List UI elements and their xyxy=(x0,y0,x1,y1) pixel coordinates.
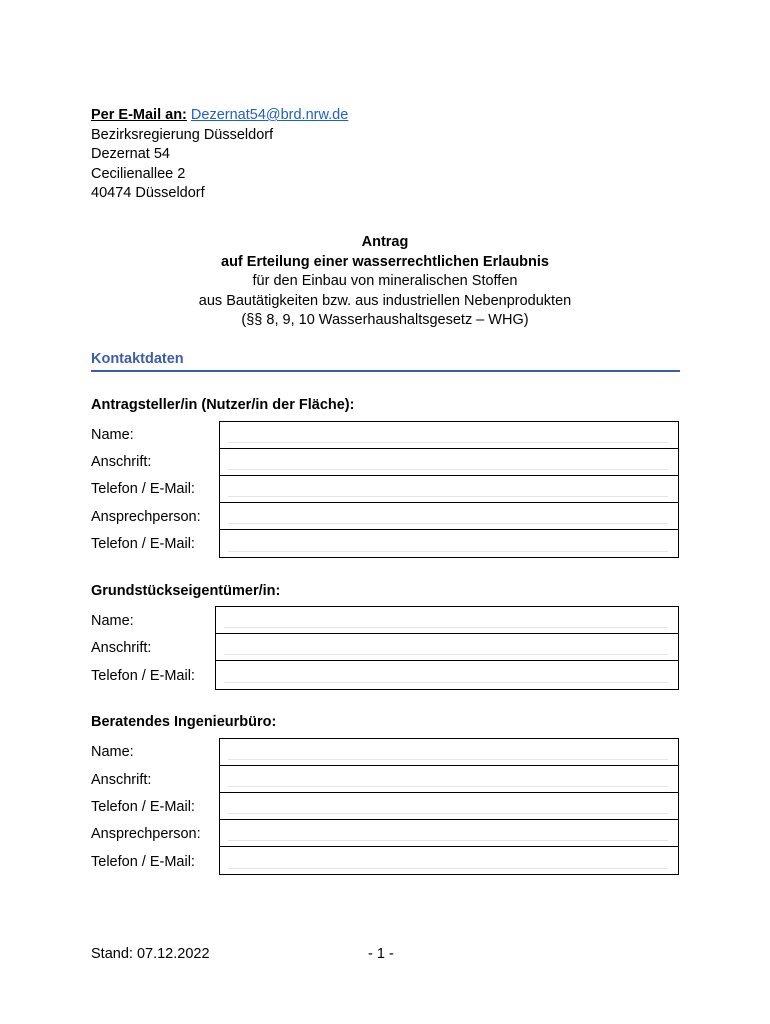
field-label: Ansprechperson: xyxy=(91,826,201,842)
group-title-eigentuemer: Grundstückseigentümer/in: xyxy=(91,583,281,599)
group-title-antragsteller: Antragsteller/in (Nutzer/in der Fläche): xyxy=(91,397,355,413)
section-heading-kontaktdaten: Kontaktdaten xyxy=(91,351,680,372)
antragsteller-field-box xyxy=(219,421,679,558)
address-line-3: Cecilienallee 2 xyxy=(91,165,186,182)
title-line-3: (§§ 8, 9, 10 Wasserhaushaltsgesetz – WHG) xyxy=(241,312,529,328)
field-label: Name: xyxy=(91,427,134,443)
ingenieurbuero-anschrift-field[interactable] xyxy=(220,766,678,793)
ingenieurbuero-kontakt-field[interactable] xyxy=(220,793,678,820)
email-label: Per E-Mail an: xyxy=(91,107,187,123)
footer-stand: Stand: 07.12.2022 xyxy=(91,946,210,962)
field-label: Ansprechperson: xyxy=(91,509,201,525)
field-label: Telefon / E-Mail: xyxy=(91,854,195,870)
address-line-2: Dezernat 54 xyxy=(91,146,170,162)
antragsteller-name-field[interactable] xyxy=(220,422,678,449)
footer-page-number: - 1 - xyxy=(368,946,394,962)
antragsteller-ansprechperson-field[interactable] xyxy=(220,503,678,530)
ingenieurbuero-name-field[interactable] xyxy=(220,739,678,766)
field-label: Telefon / E-Mail: xyxy=(91,536,195,552)
address-line-4: 40474 Düsseldorf xyxy=(91,185,205,201)
address-line-1: Bezirksregierung Düsseldorf xyxy=(91,126,274,143)
field-label: Telefon / E-Mail: xyxy=(91,481,195,497)
title-line-2: aus Bautätigkeiten bzw. aus industriellen Nebenprodukten xyxy=(198,292,572,309)
group-title-ingenieurbuero: Beratendes Ingenieurbüro: xyxy=(91,714,277,730)
ingenieurbuero-ansprechperson-kontakt-field[interactable] xyxy=(220,847,678,874)
antragsteller-anschrift-field[interactable] xyxy=(220,449,678,476)
field-label: Anschrift: xyxy=(91,640,152,656)
field-label: Name: xyxy=(91,613,134,629)
ingenieurbuero-field-box xyxy=(219,738,679,875)
recipient-address xyxy=(91,106,348,204)
document-title xyxy=(91,233,679,331)
field-label: Anschrift: xyxy=(91,772,152,788)
field-label: Telefon / E-Mail: xyxy=(91,799,195,815)
field-label: Telefon / E-Mail: xyxy=(91,668,195,684)
eigentuemer-name-field[interactable] xyxy=(216,607,678,634)
title-heading: Antrag xyxy=(361,234,409,250)
email-line xyxy=(91,106,348,126)
eigentuemer-kontakt-field[interactable] xyxy=(216,661,678,688)
field-label: Name: xyxy=(91,744,134,760)
title-line-1: für den Einbau von mineralischen Stoffen xyxy=(252,273,518,289)
ingenieurbuero-ansprechperson-field[interactable] xyxy=(220,820,678,847)
eigentuemer-anschrift-field[interactable] xyxy=(216,634,678,661)
eigentuemer-field-box xyxy=(215,606,679,690)
antragsteller-ansprechperson-kontakt-field[interactable] xyxy=(220,530,678,557)
field-label: Anschrift: xyxy=(91,454,152,470)
title-subheading: auf Erteilung einer wasserrechtlichen Erlaubnis xyxy=(221,253,549,270)
email-link[interactable]: Dezernat54@brd.nrw.de xyxy=(190,107,349,123)
antragsteller-kontakt-field[interactable] xyxy=(220,476,678,503)
